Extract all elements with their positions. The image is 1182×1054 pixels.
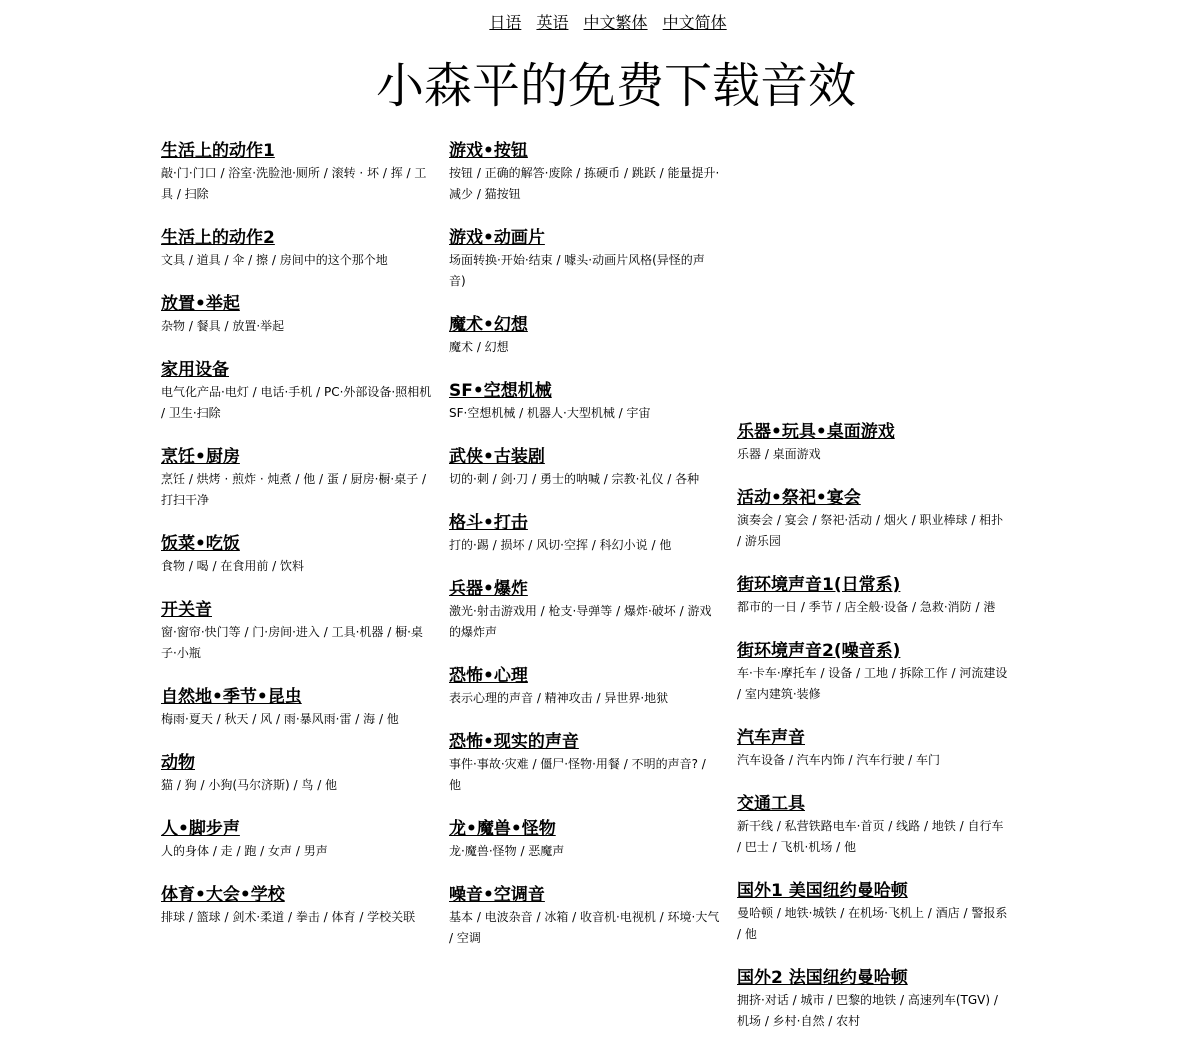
- category-link[interactable]: 恐怖•现实的声音: [449, 732, 579, 752]
- category-block: [161, 359, 433, 424]
- category-link[interactable]: 人•脚步声: [161, 819, 240, 839]
- category-block: [737, 574, 1009, 618]
- lang-link-japanese[interactable]: 日语: [489, 13, 522, 32]
- category-column-3: [737, 421, 1009, 1054]
- category-link[interactable]: 噪音•空调音: [449, 885, 545, 905]
- category-block: [161, 884, 433, 928]
- category-subitems: SF·空想机械 / 机器人·大型机械 / 宇宙: [449, 406, 651, 420]
- category-subitems: 电气化产品·电灯 / 电话·手机 / PC·外部设备·照相机 / 卫生·扫除: [161, 385, 432, 420]
- category-block: [737, 727, 1009, 771]
- category-link[interactable]: 开关音: [161, 600, 212, 620]
- category-subitems: 乐器 / 桌面游戏: [737, 447, 821, 461]
- category-link[interactable]: 街环境声音1(日常系): [737, 575, 901, 595]
- category-subitems: 魔术 / 幻想: [449, 340, 509, 354]
- category-subitems: 食物 / 喝 / 在食用前 / 饮料: [161, 559, 305, 573]
- category-block: [449, 140, 721, 205]
- category-subitems: 演奏会 / 宴会 / 祭祀·活动 / 烟火 / 职业棒球 / 相扑 / 游乐园: [737, 513, 1004, 548]
- category-link[interactable]: 交通工具: [737, 794, 805, 814]
- lang-link-english[interactable]: 英语: [536, 13, 569, 32]
- category-subitems: 拥挤·对话 / 城市 / 巴黎的地铁 / 高速列车(TGV) / 机场 / 乡村·自然 / 农村: [737, 993, 998, 1028]
- category-subitems: 排球 / 篮球 / 剑术·柔道 / 拳击 / 体育 / 学校关联: [161, 910, 416, 924]
- category-subitems: 人的身体 / 走 / 跑 / 女声 / 男声: [161, 844, 328, 858]
- category-subitems: 汽车设备 / 汽车内饰 / 汽车行驶 / 车门: [737, 753, 941, 767]
- category-link[interactable]: 饭菜•吃饭: [161, 534, 240, 554]
- category-block: [737, 880, 1009, 945]
- category-link[interactable]: 动物: [161, 753, 195, 773]
- category-block: [737, 487, 1009, 552]
- category-subitems: 切的·刺 / 剑·刀 / 勇士的呐喊 / 宗教·礼仪 / 各种: [449, 472, 700, 486]
- category-subitems: 车·卡车·摩托车 / 设备 / 工地 / 拆除工作 / 河流建设 / 室内建筑·装修: [737, 666, 1008, 701]
- category-link[interactable]: 游戏•动画片: [449, 228, 545, 248]
- category-subitems: 梅雨·夏天 / 秋天 / 风 / 雨·暴风雨·雷 / 海 / 他: [161, 712, 399, 726]
- category-block: [161, 533, 433, 577]
- category-subitems: 都市的一日 / 季节 / 店全般·设备 / 急救·消防 / 港: [737, 600, 996, 614]
- category-subitems: 窗·窗帘·快门等 / 门·房间·进入 / 工具·机器 / 橱·桌子·小瓶: [161, 625, 423, 660]
- category-subitems: 打的·踢 / 损坏 / 风切·空挥 / 科幻小说 / 他: [449, 538, 672, 552]
- category-block: [449, 731, 721, 796]
- category-subitems: 事件·事故·灾难 / 僵尸·怪物·用餐 / 不明的声音? / 他: [449, 757, 706, 792]
- category-link[interactable]: 放置•举起: [161, 294, 240, 314]
- category-subitems: 文具 / 道具 / 伞 / 擦 / 房间中的这个那个地: [161, 253, 388, 267]
- category-link[interactable]: 魔术•幻想: [449, 315, 528, 335]
- category-link[interactable]: 乐器•玩具•桌面游戏: [737, 422, 895, 442]
- category-subitems: 龙·魔兽·怪物 / 恶魔声: [449, 844, 565, 858]
- category-block: [449, 818, 721, 862]
- category-link[interactable]: 烹饪•厨房: [161, 447, 240, 467]
- page-title: 小森平的免费下载音效: [375, 58, 856, 114]
- category-link[interactable]: 恐怖•心理: [449, 666, 528, 686]
- category-subitems: 烹饪 / 烘烤 · 煎炸 · 炖煮 / 他 / 蛋 / 厨房·橱·桌子 / 打扫干净: [161, 472, 427, 507]
- category-column-1: [161, 140, 433, 950]
- category-link[interactable]: 生活上的动作2: [161, 228, 275, 248]
- category-block: [161, 752, 433, 796]
- category-block: [737, 640, 1009, 705]
- category-link[interactable]: 兵器•爆炸: [449, 579, 528, 599]
- category-block: [449, 380, 721, 424]
- category-column-2: [449, 140, 721, 971]
- category-link[interactable]: 武侠•古装剧: [449, 447, 545, 467]
- category-block: [449, 314, 721, 358]
- category-block: [449, 665, 721, 709]
- category-block: [449, 512, 721, 556]
- category-block: [161, 599, 433, 664]
- category-subitems: 敲·门·门口 / 浴室·洗脸池·厕所 / 滚转 · 坏 / 挥 / 工具 / 扫除: [161, 166, 427, 201]
- category-block: [161, 446, 433, 511]
- category-subitems: 曼哈顿 / 地铁·城铁 / 在机场·飞机上 / 酒店 / 警报系 / 他: [737, 906, 1008, 941]
- category-block: [449, 446, 721, 490]
- category-link[interactable]: SF•空想机械: [449, 381, 552, 401]
- category-block: [161, 818, 433, 862]
- category-link[interactable]: 活动•祭祀•宴会: [737, 488, 861, 508]
- category-block: [161, 140, 433, 205]
- category-subitems: 场面转换·开始·结束 / 噱头·动画片风格(异怪的声音): [449, 253, 705, 288]
- category-subitems: 激光·射击游戏用 / 枪支·导弹等 / 爆炸·破坏 / 游戏的爆炸声: [449, 604, 712, 639]
- lang-link-simplified-chinese[interactable]: 中文简体: [662, 13, 727, 32]
- category-link[interactable]: 街环境声音2(噪音系): [737, 641, 901, 661]
- category-link[interactable]: 汽车声音: [737, 728, 805, 748]
- category-subitems: 杂物 / 餐具 / 放置·举起: [161, 319, 285, 333]
- category-subitems: 猫 / 狗 / 小狗(马尔济斯) / 鸟 / 他: [161, 778, 338, 792]
- category-block: [161, 293, 433, 337]
- category-link[interactable]: 家用设备: [161, 360, 229, 380]
- category-block: [161, 686, 433, 730]
- category-link[interactable]: 体育•大会•学校: [161, 885, 285, 905]
- category-link[interactable]: 游戏•按钮: [449, 141, 528, 161]
- category-subitems: 基本 / 电波杂音 / 冰箱 / 收音机·电视机 / 环境·大气 / 空调: [449, 910, 720, 945]
- category-link[interactable]: 自然地•季节•昆虫: [161, 687, 302, 707]
- category-link[interactable]: 龙•魔兽•怪物: [449, 819, 556, 839]
- lang-link-traditional-chinese[interactable]: 中文繁体: [583, 13, 648, 32]
- category-block: [449, 227, 721, 292]
- language-nav: [0, 12, 1182, 34]
- category-block: [737, 793, 1009, 858]
- category-link[interactable]: 国外1 美国纽约曼哈顿: [737, 881, 908, 901]
- category-block: [449, 884, 721, 949]
- category-subitems: 表示心理的声音 / 精神攻击 / 异世界·地狱: [449, 691, 669, 705]
- category-link[interactable]: 格斗•打击: [449, 513, 528, 533]
- category-subitems: 按钮 / 正确的解答·废除 / 拣硬币 / 跳跃 / 能量提升·减少 / 猫按钮: [449, 166, 720, 201]
- category-block: [449, 578, 721, 643]
- category-link[interactable]: 国外2 法国纽约曼哈顿: [737, 968, 908, 988]
- category-block: [737, 421, 1009, 465]
- category-link[interactable]: 生活上的动作1: [161, 141, 275, 161]
- category-subitems: 新干线 / 私营铁路电车·首页 / 线路 / 地铁 / 自行车 / 巴士 / 飞机·机场 / 他: [737, 819, 1004, 854]
- category-block: [161, 227, 433, 271]
